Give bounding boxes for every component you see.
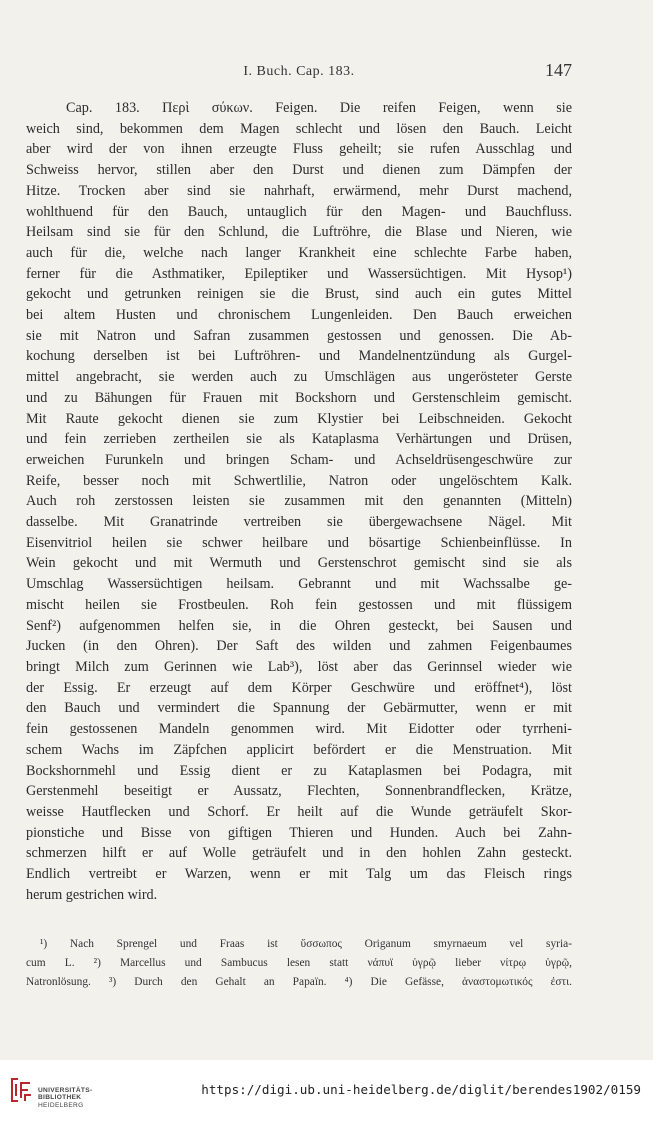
text-line: weich sind, bekommen dem Magen schlecht und lösen den Bauch. Leicht: [26, 120, 572, 137]
text-line: weisse Hautflecken und Schorf. Er heilt auf die Wunde geträufelt Skor-: [26, 803, 572, 820]
text-line: Jucken (in den Ohren). Der Saft des wilden und zahmen Feigenbaumes: [26, 638, 572, 655]
text-line: kochung derselben ist bei Luftröhren- und Mandelnentzündung als Gurgel-: [26, 348, 572, 365]
text-line: bei altem Husten und chronischem Lungenleiden. Den Bauch erweichen: [26, 307, 572, 324]
permalink-url[interactable]: https://digi.ub.uni-heidelberg.de/diglit/berendes1902/0159: [201, 1082, 641, 1097]
text-line: sie mit Natron und Safran zusammen gestossen und genossen. Die Ab-: [26, 327, 572, 344]
text-line: herum gestrichen wird.: [26, 886, 158, 903]
text-line: Wein gekocht und mit Wermuth und Gerstenschrot gemischt sind sie als: [26, 555, 572, 572]
footnote-line: Natronlösung. ³) Durch den Gehalt an Papaïn. ⁴) Die Gefässe, ἀναστομωτικός ἐστι.: [26, 976, 572, 988]
footnotes: [26, 935, 572, 992]
text-line: Heilsam sind sie für den Schlund, die Luftröhre, die Blase und Nieren, wie: [26, 224, 572, 241]
logo-text: [38, 1087, 92, 1109]
text-line: wohlthuend für den Bauch, untauglich für den Magen- und Bauchfluss.: [26, 203, 572, 220]
text-line: und fein zerrieben zertheilen sie als Kataplasma Verhärtungen und Drüsen,: [26, 431, 572, 448]
viewer-footer: [0, 1062, 653, 1121]
running-head: I. Buch. Cap. 183.: [243, 64, 355, 79]
text-line: pionstiche und Bisse von giftigen Thieren und Hunden. Auch bei Zahn-: [26, 824, 572, 841]
text-line: mittel angebracht, sie werden auch zu Umschlägen aus ungerösteter Gerste: [26, 369, 572, 386]
text-line: Gerstenmehl beseitigt er Aussatz, Flechten, Sonnenbrandflecken, Krätze,: [26, 783, 572, 800]
text-line: und zu Bähungen für Frauen mit Bockshorn und Gerstenschleim gemischt.: [26, 389, 572, 406]
logo-line-2: BIBLIOTHEK: [38, 1094, 82, 1102]
text-line: Schweiss hervor, stillen aber den Durst und dienen zum Dämpfen der: [26, 162, 572, 179]
text-line: der Essig. Er erzeugt auf dem Körper Geschwüre und eröffnet⁴), löst: [26, 679, 572, 696]
text-line: Umschlag Wassersüchtigen heilsam. Gebrannt und mit Wachssalbe ge-: [26, 576, 572, 593]
text-line: gekocht und getrunken reinigen sie die Brust, sind auch ein gutes Mittel: [26, 286, 572, 303]
text-line: aber wird der von ihnen erzeugte Fluss geheilt; sie rufen Ausschlag und: [26, 141, 572, 158]
body-text: [26, 98, 572, 905]
text-line: Endlich vertreibt er Warzen, wenn er mit Talg um das Fleisch rings: [26, 866, 572, 883]
text-line: Auch roh zerstossen leisten sie zusammen mit den genannten (Mitteln): [26, 493, 572, 510]
text-line: Bockshornmehl und Essig dient er zu Kataplasmen bei Podagra, mit: [26, 762, 572, 779]
text-line: Reife, besser noch mit Schwertlilie, Natron oder ungelöschtem Kalk.: [26, 472, 572, 489]
text-line: schem Wachs im Zäpfchen applicirt befördert er die Menstruation. Mit: [26, 741, 572, 758]
text-line: dasselbe. Mit Granatrinde vertreiben sie übergewachsene Nägel. Mit: [26, 514, 572, 531]
text-line: Hitze. Trocken aber sind sie nahrhaft, erwärmend, mehr Durst machend,: [26, 182, 572, 199]
text-line: erweichen Furunkeln und bringen Scham- und Achseldrüsengeschwüre zur: [26, 451, 572, 468]
page-header: [26, 60, 572, 90]
text-line: auch für die, welche nach langer Krankheit eine schlechte Farbe haben,: [26, 244, 572, 261]
text-line: Mit Raute gekocht dienen sie zum Klystier bei Leibschneiden. Gekocht: [26, 410, 572, 427]
text-line: den Bauch und vermindert die Spannung der Gebärmutter, wenn er mit: [26, 700, 572, 717]
footnote-line: ¹) Nach Sprengel und Fraas ist ὕσσωπος Origanum smyrnaeum vel syria-: [40, 938, 572, 950]
logo-line-3: HEIDELBERG: [38, 1101, 84, 1109]
text-line: Eisenvitriol heilen sie schwer heilbare und bösartige Schienbeinflüsse. In: [26, 534, 572, 551]
footnote-line: cum L. ²) Marcellus und Sambucus lesen statt νάπυϊ ὑγρῷ lieber νίτρῳ ὑγρῷ,: [26, 957, 572, 969]
text-line: mischt heilen sie Frostbeulen. Roh fein gestossen und mit flüssigem: [26, 596, 572, 613]
logo-line-1: UNIVERSITÄTS-: [38, 1087, 93, 1094]
text-line: fein gestossenen Mandeln genommen wird. Mit Eidotter oder tyrrheni-: [26, 721, 572, 738]
library-logo-icon: [8, 1074, 34, 1104]
page-number: 147: [545, 60, 572, 80]
text-line: Senf²) aufgenommen helfen sie, in die Ohren gesteckt, bei Sausen und: [26, 617, 572, 634]
text-line: ferner für die Asthmatiker, Epileptiker und Wassersüchtigen. Mit Hysop¹): [26, 265, 572, 282]
text-line: schmerzen hilft er auf Wolle geträufelt und in den hohlen Zahn gesteckt.: [26, 845, 572, 862]
text-line: Cap. 183. Περὶ σύκων. Feigen. Die reifen Feigen, wenn sie: [66, 100, 572, 116]
text-line: bringt Milch zum Gerinnen wie Lab³), löst aber das Gerinnsel wieder wie: [26, 658, 572, 675]
library-logo[interactable]: [8, 1074, 128, 1114]
